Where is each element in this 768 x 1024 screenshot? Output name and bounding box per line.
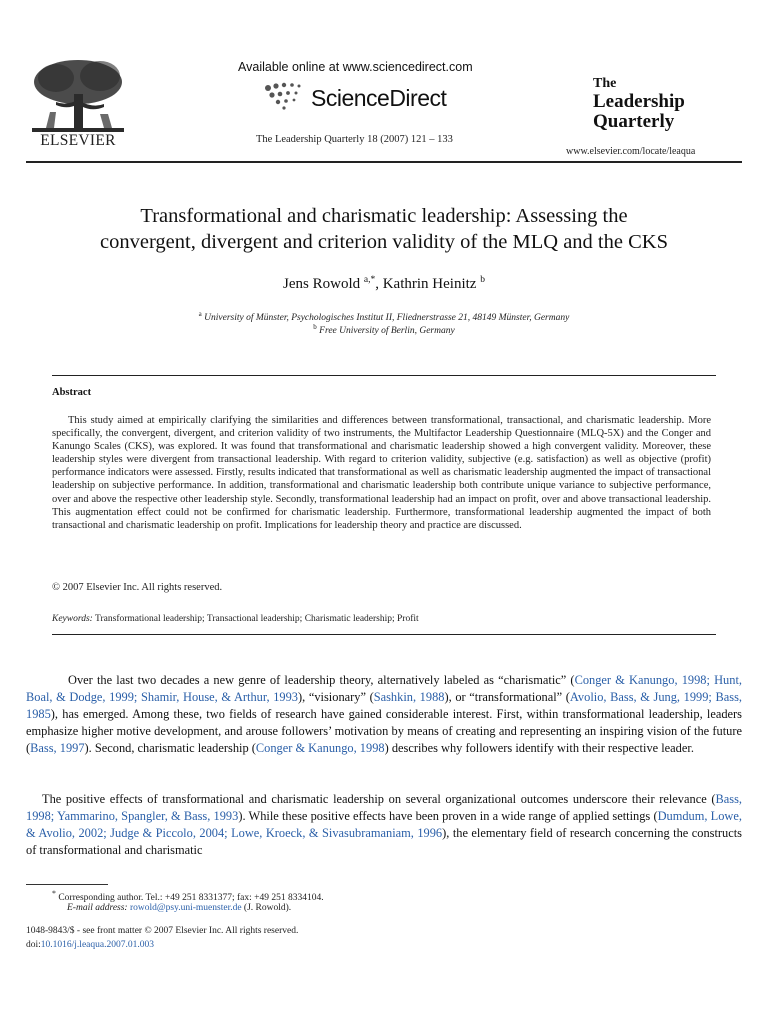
author-affiliation-mark[interactable]: b [480, 275, 485, 285]
abstract-copyright: © 2007 Elsevier Inc. All rights reserved. [52, 582, 223, 593]
citation-link[interactable]: Sashkin, 1988 [373, 689, 445, 704]
body-text-run: ). While these positive effects have been proven in a wide range of applied settings ( [238, 808, 658, 823]
body-text-run: The positive effects of transformational and charismatic leadership on several organizational outcomes underscore their relevance ( [42, 792, 716, 806]
journal-logo-line-0: The [593, 76, 617, 91]
keywords-label: Keywords: [52, 614, 93, 624]
article-title [40, 203, 728, 255]
issn-line: 1048-9843/$ - see front matter © 2007 Elsevier Inc. All rights reserved. [26, 926, 299, 936]
citation-link[interactable]: Bass, 1997 [30, 740, 85, 755]
publisher-name: ELSEVIER [40, 132, 116, 149]
body-text-run: ) describes why followers identify with their respective leader. [384, 740, 694, 755]
article-title-line-1: Transformational and charismatic leadership: Assessing the [140, 205, 628, 227]
affiliation-b [40, 323, 728, 336]
body-text-run: ). Second, charismatic leadership ( [84, 740, 256, 755]
abstract-bottom-rule [52, 634, 716, 635]
keywords [52, 614, 711, 624]
affiliation-text: Free University of Berlin, Germany [319, 326, 455, 337]
author-list [40, 275, 728, 293]
email-label: E-mail address: [67, 903, 128, 913]
body-text-run: ), the elementary field of research concerning the constructs of transformational and charismatic [26, 825, 742, 857]
abstract-text: This study aimed at empirically clarifying the similarities and differences between transformational, transactional, and charismatic leadership. More specifically, the convergent, divergent, and criterion validity of two instruments, the Multifactor Leadership Questionnaire (MLQ-5X) and the Conger and Kanungo Scales (CKS), was explored. It was found that transformational and charismatic leadership showed a high convergent validity. Moreover, these leadership styles were divergent from transactional leadership. With regard to criterion validity, subjective (e.g. satisfaction) as well as objective (profit) performance indicators were assessed. Firstly, results indicated that transformational as well as charismatic leadership augmented the impact of transactional leadership on subjective performance. In addition, transformational and charismatic leadership both contribute unique variance to subjective performance, over and above the respective other leadership style. Secondly, transformational leadership had an impact on profit, over and above transactional leadership. This augmentation effect could not be confirmed for charismatic leadership. Furthermore, transformational leadership augmented the impact of both transactional and charismatic leadership on profit. Implications for leadership theory and practice are discussed. [52, 415, 711, 531]
email-footnote [67, 903, 291, 913]
article-title-line-2: convergent, divergent and criterion validity of the MLQ and the CKS [100, 231, 668, 253]
email-suffix: (J. Rowold). [243, 903, 292, 913]
author-separator: , [375, 276, 383, 292]
citation-link[interactable]: Conger & Kanungo, 1998 [255, 740, 385, 755]
journal-logo-line-1: Leadership [593, 91, 685, 112]
journal-url-link[interactable]: www.elsevier.com/locate/leaqua [566, 146, 696, 157]
keywords-list: Transformational leadership; Transactional leadership; Charismatic leadership; Profit [95, 614, 419, 624]
abstract-heading: Abstract [52, 387, 92, 398]
header-divider [26, 161, 742, 163]
citation-link[interactable]: Conger & Kanungo, 1998; Hunt, Boal, & Dodge, 1999; Shamir, House, & Arthur, 1993 [26, 673, 742, 704]
doi-label: doi: [26, 940, 41, 950]
journal-citation: The Leadership Quarterly 18 (2007) 121 – 133 [256, 134, 453, 145]
body-text-run: ), has emerged. Among these, two fields of research have gained considerable interest. First, within transformational leadership, leaders emphasize higher motive development, and arouse followers’ motivation by means of creating and representing an inspiring vision of the future ( [26, 706, 742, 755]
footnote-rule [26, 884, 108, 885]
corresponding-text: Corresponding author. Tel.: +49 251 8331377; fax: +49 251 8334104. [58, 893, 324, 904]
affiliation-a [40, 310, 728, 323]
affiliation-text: University of Münster, Psychologisches Institut II, Fliednerstrasse 21, 48149 Münster, Germany [204, 313, 570, 324]
citation-link[interactable]: Avolio, Bass, & Jung, 1999; Bass, 1985 [26, 689, 742, 721]
author-affiliation-mark[interactable]: a,* [363, 275, 376, 285]
corresponding-author-footnote [52, 889, 324, 903]
body-text-run: ), “visionary” ( [298, 689, 374, 704]
email-link[interactable]: rowold@psy.uni-muenster.de [129, 903, 242, 913]
journal-logo-line-2: Quarterly [593, 111, 675, 132]
citation-link[interactable]: Bass, 1998; Yammarino, Spangler, & Bass, 1993 [26, 792, 742, 823]
abstract-top-rule [52, 375, 716, 376]
body-paragraph-2 [26, 791, 742, 859]
body-text-run: Over the last two decades a new genre of leadership theory, alternatively labeled as “charismatic” ( [68, 673, 575, 687]
author-name: Jens Rowold [283, 276, 361, 292]
doi-link[interactable]: 10.1016/j.leaqua.2007.01.003 [40, 940, 154, 950]
sciencedirect-dots-icon [262, 80, 308, 112]
body-paragraph-1 [26, 672, 742, 757]
available-online-text[interactable]: Available online at www.sciencedirect.com [238, 60, 473, 74]
affiliation-mark: a [198, 310, 202, 318]
affiliation-mark: b [313, 323, 317, 331]
sciencedirect-logo-text: ScienceDirect [311, 85, 447, 111]
citation-link[interactable]: Dumdum, Lowe, & Avolio, 2002; Judge & Piccolo, 2004; Lowe, Kroeck, & Sivasubramaniam, 1996 [26, 808, 742, 840]
doi-line [26, 940, 154, 950]
author-name: Kathrin Heinitz [382, 276, 477, 292]
footnote-mark: * [52, 889, 56, 898]
body-text-run: ), or “transformational” ( [444, 689, 570, 704]
